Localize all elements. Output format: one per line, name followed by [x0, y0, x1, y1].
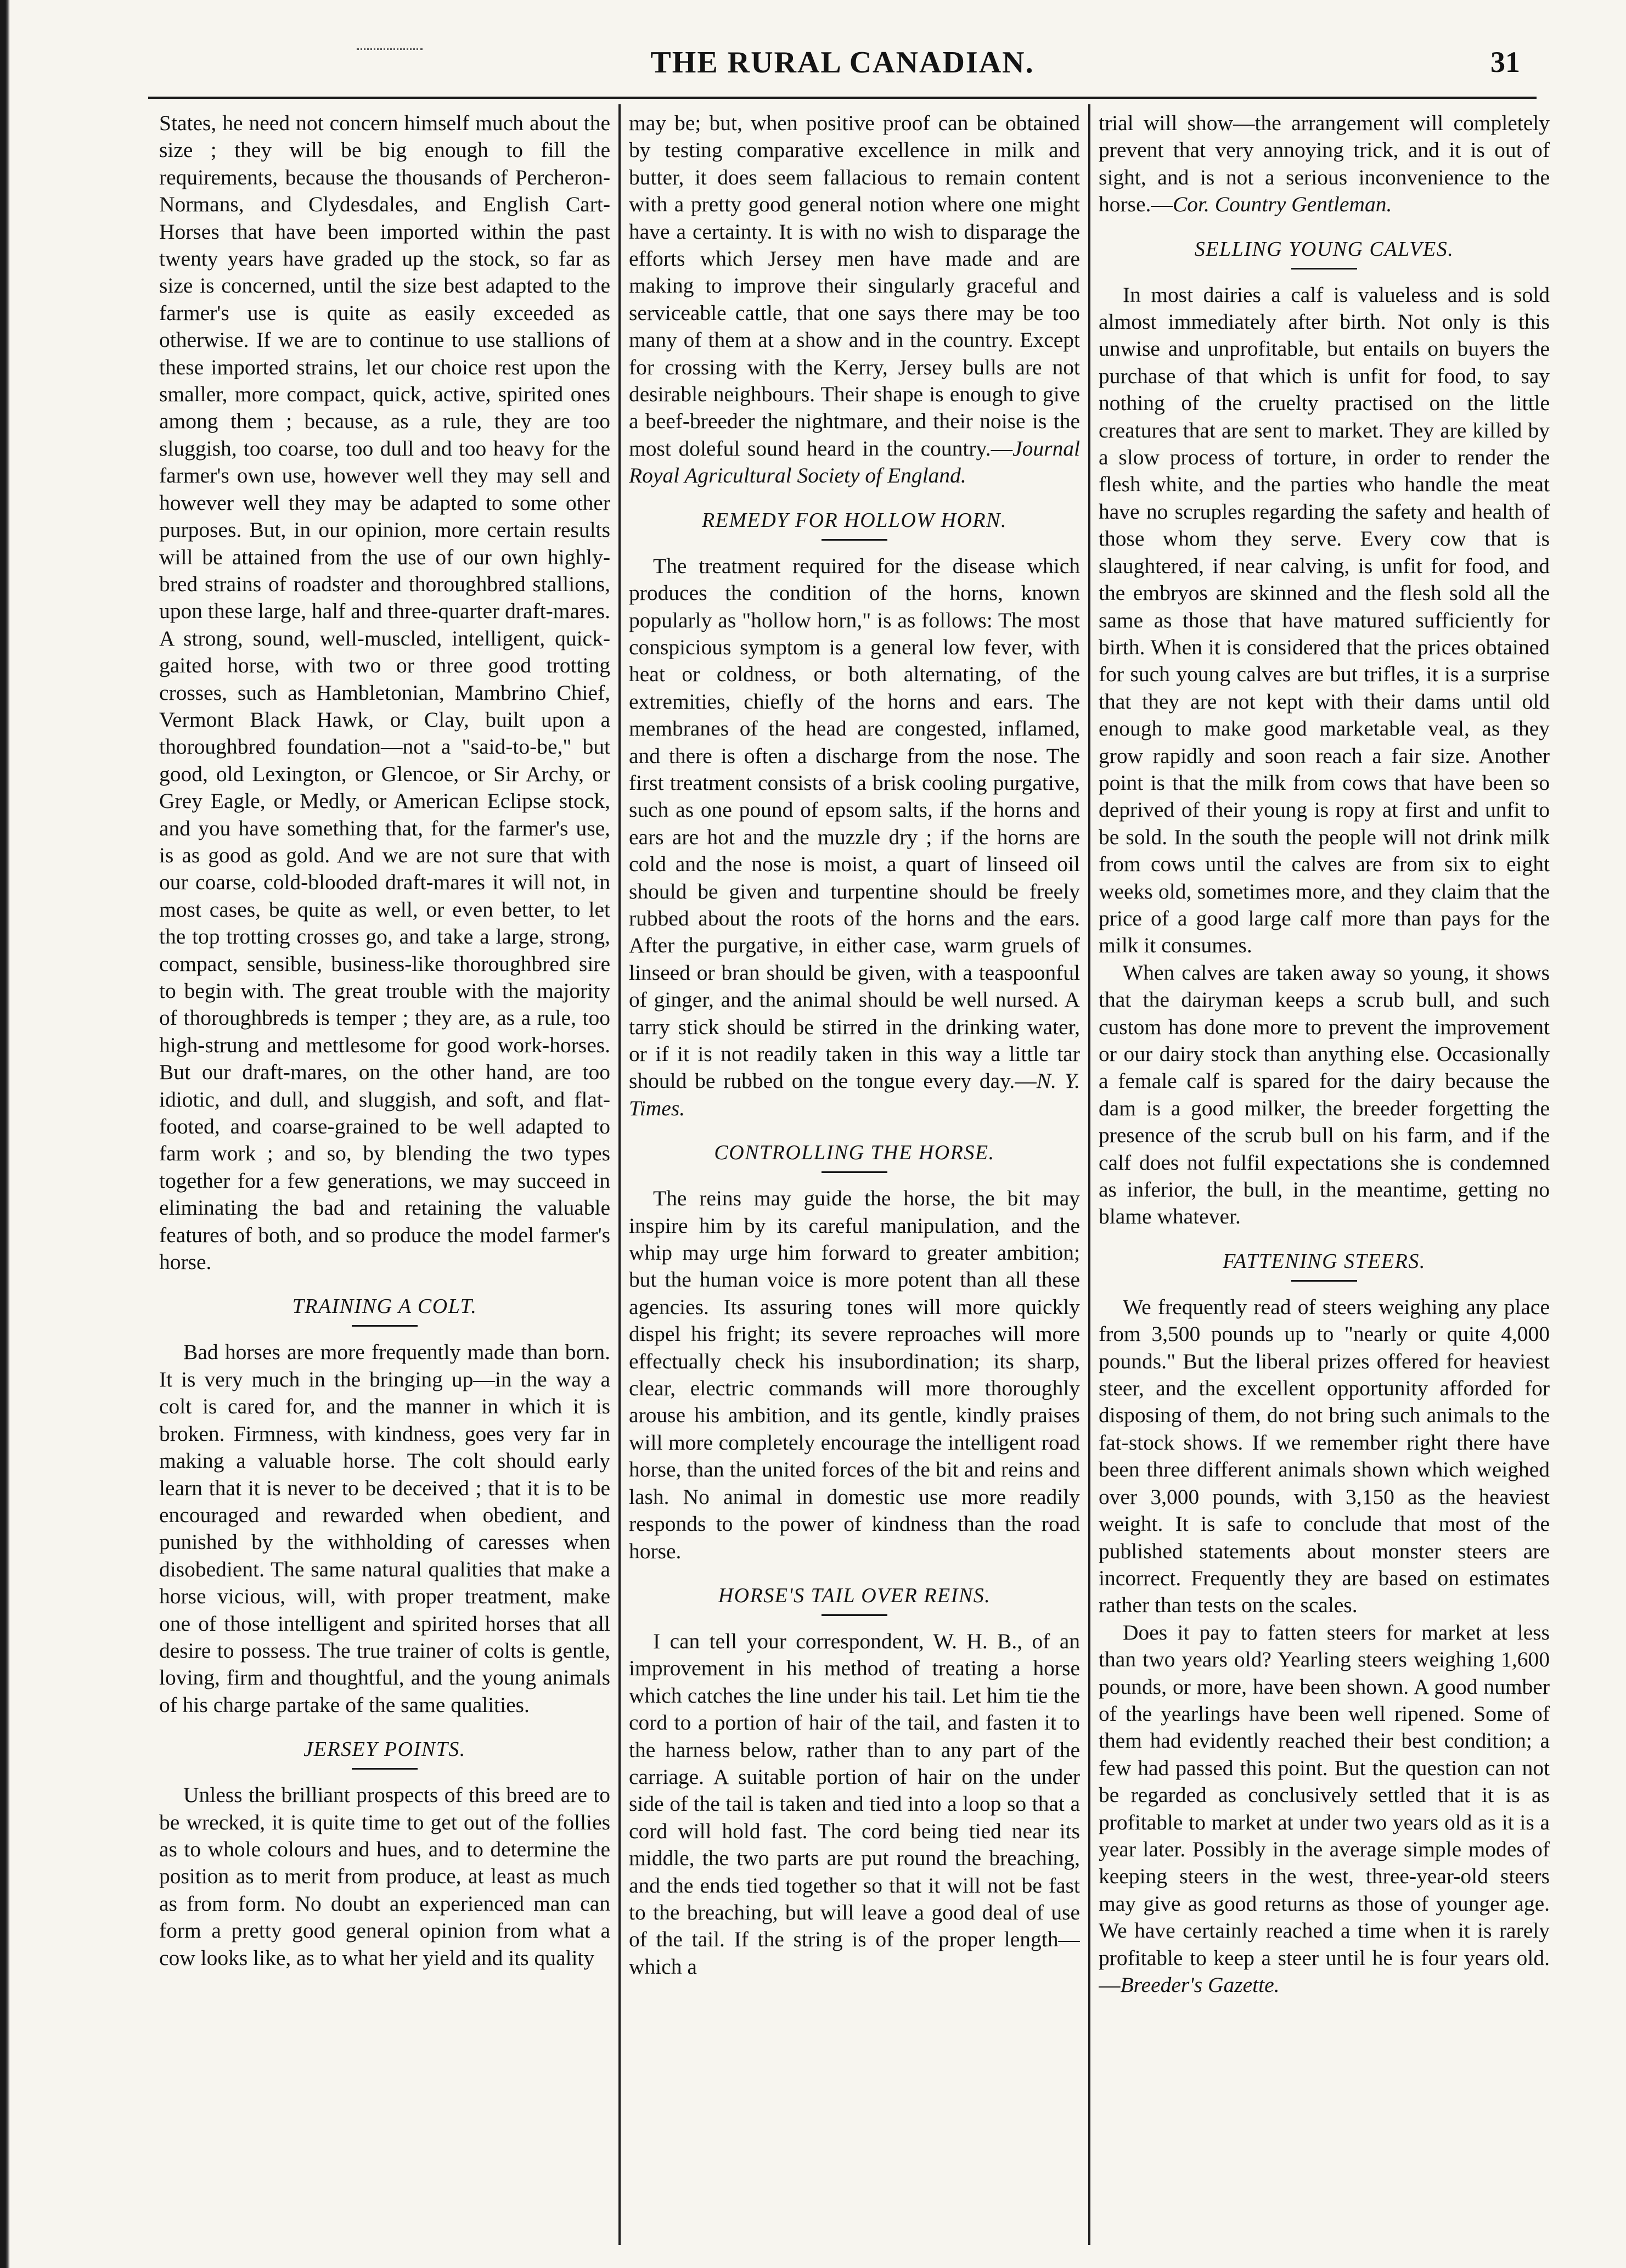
heading-rule — [822, 1171, 887, 1173]
article-text — [629, 110, 1080, 490]
article-text: We frequently read of steers weighing any place from 3,500 pounds up to "nearly or quite 4,000 pounds." But the liberal prizes offered for heaviest steer, and the excellent opportunity afforded for disposing of them, do not bring such animals to the fat-stock shows. If we remember right there have been three different animals shown which weighed over 3,000 pounds, with 3,150 as the heaviest weight. It is safe to conclude that most of the published statements about monster steers are incorrect. Frequently they are based on estimates rather than tests on the scales. — [1099, 1294, 1550, 1618]
page-header — [148, 36, 1537, 99]
masthead: THE RURAL CANADIAN. — [650, 46, 1034, 80]
article-source: Cor. Country Gentleman. — [1172, 192, 1392, 217]
article-text: Bad horses are more frequently made than born. It is very much in the bringing up—in the way a colt is cared for, and the manner in which it is broken. Firmness, with kindness, goes very far in making a valuable horse. The colt should early learn that it is never to be deceived ; that it is to be encouraged and rewarded when obedient, and punished by the withholding of caresses when disobedient. The same natural qualities that make a horse vicious, will, with proper treatment, make one of those intelligent and spirited horses that all desire to possess. The true trainer of colts is gentle, loving, firm and thoughtful, and the young animals of his charge partake of the same qualities. — [159, 1340, 610, 1717]
article-heading-fattening-steers: FATTENING STEERS. — [1223, 1249, 1426, 1273]
article-heading-horses-tail-over-reins: HORSE'S TAIL OVER REINS. — [718, 1584, 991, 1607]
article-text-body: The treatment required for the disease which produces the condition of the horns, known popularly as "hollow horn," is as follows: The most conspicious symptom is a general low fever, with heat or coldness, or both alternating, of the extremities, chiefly of the horns and ears. The membranes of the head are congested, inflamed, and there is often a discharge from the nose. The first treatment consists of a brisk cooling purgative, such as one pound of epsom salts, if the horns and ears are hot and the muzzle dry ; if the horns are cold and the nose is moist, a quart of linseed oil should be given and turpentine should be freely rubbed about the roots of the horns and the ears. After the purgative, in either case, warm gruels of linseed or bran should be given, with a teaspoonful of ginger, and the animal should be well nursed. A tarry stick should be stirred in the drinking water, or if it is not readily taken in this way a little tar should be rubbed on the tongue every day.— — [629, 553, 1080, 1093]
column-1 — [159, 110, 610, 2239]
article-heading-controlling-the-horse: CONTROLLING THE HORSE. — [714, 1141, 995, 1165]
column-2 — [629, 110, 1080, 2239]
column-3 — [1099, 110, 1550, 2239]
heading-rule — [1291, 268, 1357, 270]
article-source: Breeder's Gazette. — [1120, 1973, 1280, 1997]
heading-rule — [352, 1325, 418, 1327]
article-heading-remedy-hollow-horn: REMEDY FOR HOLLOW HORN. — [702, 508, 1007, 532]
article-source: Journal Royal Agricultural Society of England. — [629, 436, 1080, 488]
article-text: In most dairies a calf is valueless and is sold almost immediately after birth. Not only is this unwise and unprofitable, but entails on buyers the purchase of that which is unfit for food, to say nothing of the cruelty practised on the little creatures that are sent to market. They are killed by a slow process of torture, in order to render the flesh white, and the parties who handle the meat have no scruples regarding the safety and health of those whom they serve. Every cow that is slaughtered, if near calving, is unfit for food, and the embryos are skinned and the flesh sold all the same as those that have matured sufficiently for birth. When it is considered that the prices obtained for such young calves are but trifles, it is a surprise that they are not kept with their dams until old enough to make good marketable veal, as they grow rapidly and soon reach a fair size. Another point is that the milk from cows that have been so deprived of their young is ropy at first and unfit to be sold. In the south the people will not drink milk from cows until the calves are from six to eight weeks old, sometimes more, and they claim that the price of a good large calf more than pays for the milk it consumes. — [1099, 282, 1550, 958]
heading-rule — [352, 1768, 418, 1770]
article-heading-training-a-colt: TRAINING A COLT. — [292, 1295, 477, 1318]
heading-rule — [1291, 1280, 1357, 1282]
article-text — [629, 553, 1080, 1122]
article-text: I can tell your correspondent, W. H. B., of an improvement in his method of treating a horse which catches the line under his tail. Let him tie the cord to a portion of hair of the tail, and fasten it to the harness below, rather than to any part of the carriage. A suitable portion of hair on the under side of the tail is taken and tied into a loop so that a cord will hold fast. The cord being tied near its middle, the two parts are put round the breaching, and the ends tied together so that it will not be fast to the breaching, but will leave a good deal of use of the tail. If the string is of the proper length—which a — [629, 1629, 1080, 1979]
heading-rule — [822, 1614, 887, 1616]
article-text-body: may be; but, when positive proof can be obtained by testing comparative excellence in milk and butter, it does seem fallacious to remain content with a pretty good general notion where one might have a certainty. It is with no wish to disparage the efforts which Jersey men have made and are making to improve their singularly graceful and serviceable cattle, that one says there may be too many of them at a show and in the country. Except for crossing with the Kerry, Jersey bulls are not desirable neighbours. Their shape is enough to give a beef-breeder the nightmare, and their noise is the most doleful sound heard in the country.— — [629, 111, 1080, 461]
article-text: Unless the brilliant prospects of this breed are to be wrecked, it is quite time to get out of the follies as to whole colours and hues, and to determine the position as to merit from produce, at least as much as from form. No doubt an experienced man can form a pretty good general opinion from what a cow looks like, as to what her yield and its quality — [159, 1783, 610, 1970]
page-number: 31 — [1490, 46, 1520, 78]
article-text: When calves are taken away so young, it shows that the dairyman keeps a scrub bull, and such custom has done more to prevent the improvement or our dairy stock than anything else. Occasionally a female calf is spared for the dairy because the dam is a good milker, the breeder forgetting the presence of the scrub bull on his farm, and if the calf does not fulfil expectations she is condemned as inferior, the bull, in the meantime, getting no blame whatever. — [1099, 960, 1550, 1229]
article-source: N. Y. Times. — [629, 1069, 1080, 1120]
page-edge-shadow — [0, 0, 10, 2268]
article-text — [1099, 110, 1550, 218]
article-text: The reins may guide the horse, the bit may inspire him by its careful manipulation, and the whip may urge him forward to greater ambition; but the human voice is more potent than all these agencies. Its assuring tones will more quickly dispel his fright; its severe reproaches will more effectually check his insubordination; its sharp, clear, electric commands will more thoroughly arouse his ambition, and its gentle, kindly praises will more completely encourage the intelligent road horse, than the united forces of the bit and reins and lash. No animal in domestic use more readily responds to the power of kindness than the road horse. — [629, 1186, 1080, 1563]
article-text: States, he need not concern himself much about the size ; they will be big enough to fill the requirements, because the thousands of Percheron-Normans, and Clydesdales, and English Cart-Horses that have been imported within the past twenty years have graded up the stock, so far as size is concerned, until the size best adapted to the farmer's use is quite as easily exceeded as otherwise. If we are to continue to use stallions of these imported strains, let our choice rest upon the smaller, more compact, quick, active, spirited ones among them ; because, as a rule, they are too sluggish, too coarse, too dull and too heavy for the farmer's own use, however well they may sell and however well they may be adapted to some other purposes. But, in our opinion, more certain results will be attained from the use of our own highly-bred strains of roadster and thoroughbred stallions, upon these large, half and three-quarter draft-mares. A strong, sound, well-muscled, intelligent, quick-gaited horse, with two or three good trotting crosses, such as Hambletonian, Mambrino Chief, Vermont Black Hawk, or Clay, built upon a thoroughbred foundation—not a "said-to-be," but good, old Lexington, or Glencoe, or Sir Archy, or Grey Eagle, or Medly, or American Eclipse stock, and you have something that, for the farmer's use, is as good as gold. And we are not sure that with our coarse, cold-blooded draft-mares it will not, in most cases, be quite as well, or even better, to let the top trotting crosses go, and take a large, strong, compact, sensible, business-like thoroughbred sire to begin with. The great trouble with the majority of thoroughbreds is temper ; they are, as a rule, too high-strung and mettlesome for good work-horses. But our draft-mares, on the other hand, are too idiotic, and dull, and sluggish, and soft, and flat-footed, and coarse-grained to be well adapted to farm work ; and so, by blending the two types together for a few generations, we may succeed in eliminating the bad and retaining the valuable features of both, and so produce the model farmer's horse. — [159, 111, 610, 1275]
article-text-body: trial will show—the arrangement will completely prevent that very annoying trick, and it is out of sight, and is not a serious inconvenience to the horse.— — [1099, 111, 1550, 217]
column-rule-1 — [618, 104, 621, 2245]
article-heading-jersey-points: JERSEY POINTS. — [303, 1738, 466, 1761]
article-text — [1099, 1619, 1550, 1999]
article-heading-selling-young-calves: SELLING YOUNG CALVES. — [1194, 237, 1454, 261]
heading-rule — [822, 539, 887, 541]
article-text-body: Does it pay to fatten steers for market at less than two years old? Yearling steers weighing 1,600 pounds, or more, have been shown. A good number of the yearlings have been well ripened. Some of them had evidently reached their best condition; a few had passed this point. But the question can not be regarded as conclusively settled that it is as profitable to market at under two years old as it is a year later. Possibly in the average simple modes of keeping steers in the west, three-year-old steers may give as good returns as those of younger age. We have certainly reached a time when it is rarely profitable to keep a steer until he is four years old.— — [1099, 1620, 1550, 1997]
column-rule-2 — [1088, 104, 1090, 2245]
